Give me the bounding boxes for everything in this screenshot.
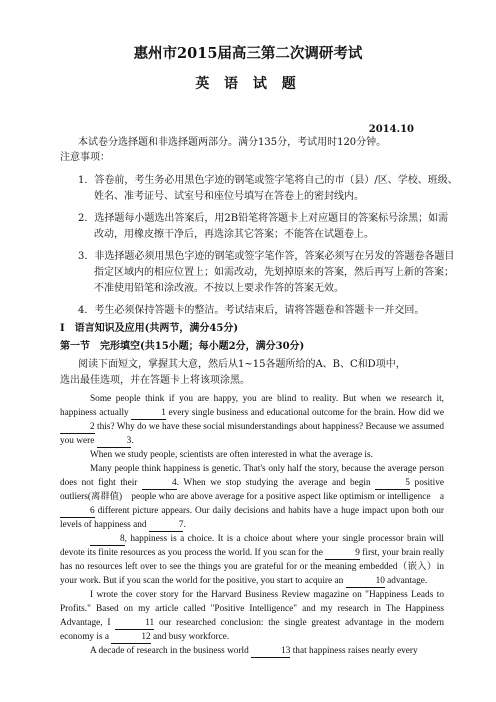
- blank-12: 12: [111, 632, 150, 644]
- blank-1: 1: [131, 408, 166, 420]
- blank-13: 13: [251, 646, 290, 658]
- part-heading: Ⅰ 语言知识及应用(共两节，满分45分): [60, 323, 239, 334]
- note-line: 4．考生必须保持答题卡的整洁。考试结束后，请将答题卷和答题卡一并交回。: [78, 305, 425, 316]
- blank-3: 3: [97, 436, 132, 448]
- intro-text: 本试卷分选择题和非选择题两部分。满分135分，考试用时120分钟。: [78, 137, 387, 148]
- note-line: 改动，用橡皮擦干净后，再选涂其它答案；不能答在试题卷上。: [94, 229, 374, 240]
- blank-10: 10: [346, 576, 385, 588]
- note-line: 3．非选择题必须用黑色字迹的钢笔或签字笔作答，答案必须写在另发的答题卷各题目: [78, 251, 455, 262]
- passage-paragraph: 8, happiness is a choice. It is a choice about where your single processor brain will devote its finite resources as you process the world. If you scan for the 9 first, your brain really has no resources left over to see the things you are grateful for or the meaning embedded（嵌入）in your work. But if you scan the world for the positive, you start to acquire an 10 advantage.: [60, 534, 444, 586]
- passage-paragraph: When we study people, scientists are often interested in what the average is.: [90, 450, 373, 460]
- passage-paragraph: A decade of research in the business world 13 that happiness raises nearly every: [90, 646, 418, 656]
- exam-date: 2014.10: [368, 124, 414, 135]
- note-line: 1．答卷前，考生务必用黑色字迹的钢笔或签字笔将自己的市（县）/区、学校、班级、: [78, 175, 458, 186]
- note-line: 2．选择题每小题选出答案后，用2B铅笔将答题卡上对应题目的答案标号涂黑；如需: [78, 213, 449, 224]
- blank-8: 8: [90, 534, 125, 546]
- note-line: 不准使用铅笔和涂改液。不按以上要求作答的答案无效。: [94, 283, 344, 294]
- passage-paragraph: I wrote the cover story for the Harvard Business Review magazine on "Happiness Leads to Profits." Based on my article called "Positive Intelligence" and my research in The Happiness Advantage, I 11 our researched conclusion: the single greatest advantage in the modern economy is a 12 and busy workforce.: [60, 590, 444, 642]
- section-heading: 第一节 完形填空(共15小题；每小题2分，满分30分): [60, 341, 305, 352]
- blank-11: 11: [115, 618, 154, 630]
- blank-4: 4: [142, 478, 177, 490]
- exam-subtitle: 英 语 试 题: [195, 76, 301, 92]
- instruction-line: 选出最佳选项，并在答题卡上将该项涂黑。: [60, 375, 250, 386]
- exam-title: 惠州市2015届高三第二次调研考试: [133, 45, 363, 62]
- notes-heading: 注意事项：: [60, 152, 110, 163]
- note-line: 姓名、准考证号、试室号和座位号填写在答卷上的密封线内。: [94, 191, 364, 202]
- blank-9: 9: [325, 548, 360, 560]
- passage-paragraph: Some people think if you are happy, you are blind to reality. But when we research it, happiness actually 1 every single business and educational outcome for the brain. How did we 2 this? Why do we have these social misunderstandings about happiness? Because we assumed you were 3.: [60, 394, 444, 446]
- note-line: 指定区域内的相应位置上；如需改动，先划掉原来的答案，然后再写上新的答案；: [94, 267, 454, 278]
- blank-5: 5: [375, 478, 410, 490]
- passage-paragraph: Many people think happiness is genetic. That's only half the story, because the average person does not fight their 4. When we stop studying the average and begin 5 positive outliers(离群值) people who are above average for a positive aspect like optimism or intelligence a 6 different picture appears. Our daily decisions and habits have a huge impact upon both our levels of happiness and 7.: [60, 464, 444, 530]
- blank-6: 6: [60, 506, 95, 518]
- blank-7: 7: [149, 520, 184, 532]
- instruction-line: 阅读下面短文，掌握其大意，然后从1~15各题所给的A、B、C和D项中，: [78, 359, 406, 370]
- blank-2: 2: [60, 422, 95, 434]
- cloze-passage: [60, 392, 444, 658]
